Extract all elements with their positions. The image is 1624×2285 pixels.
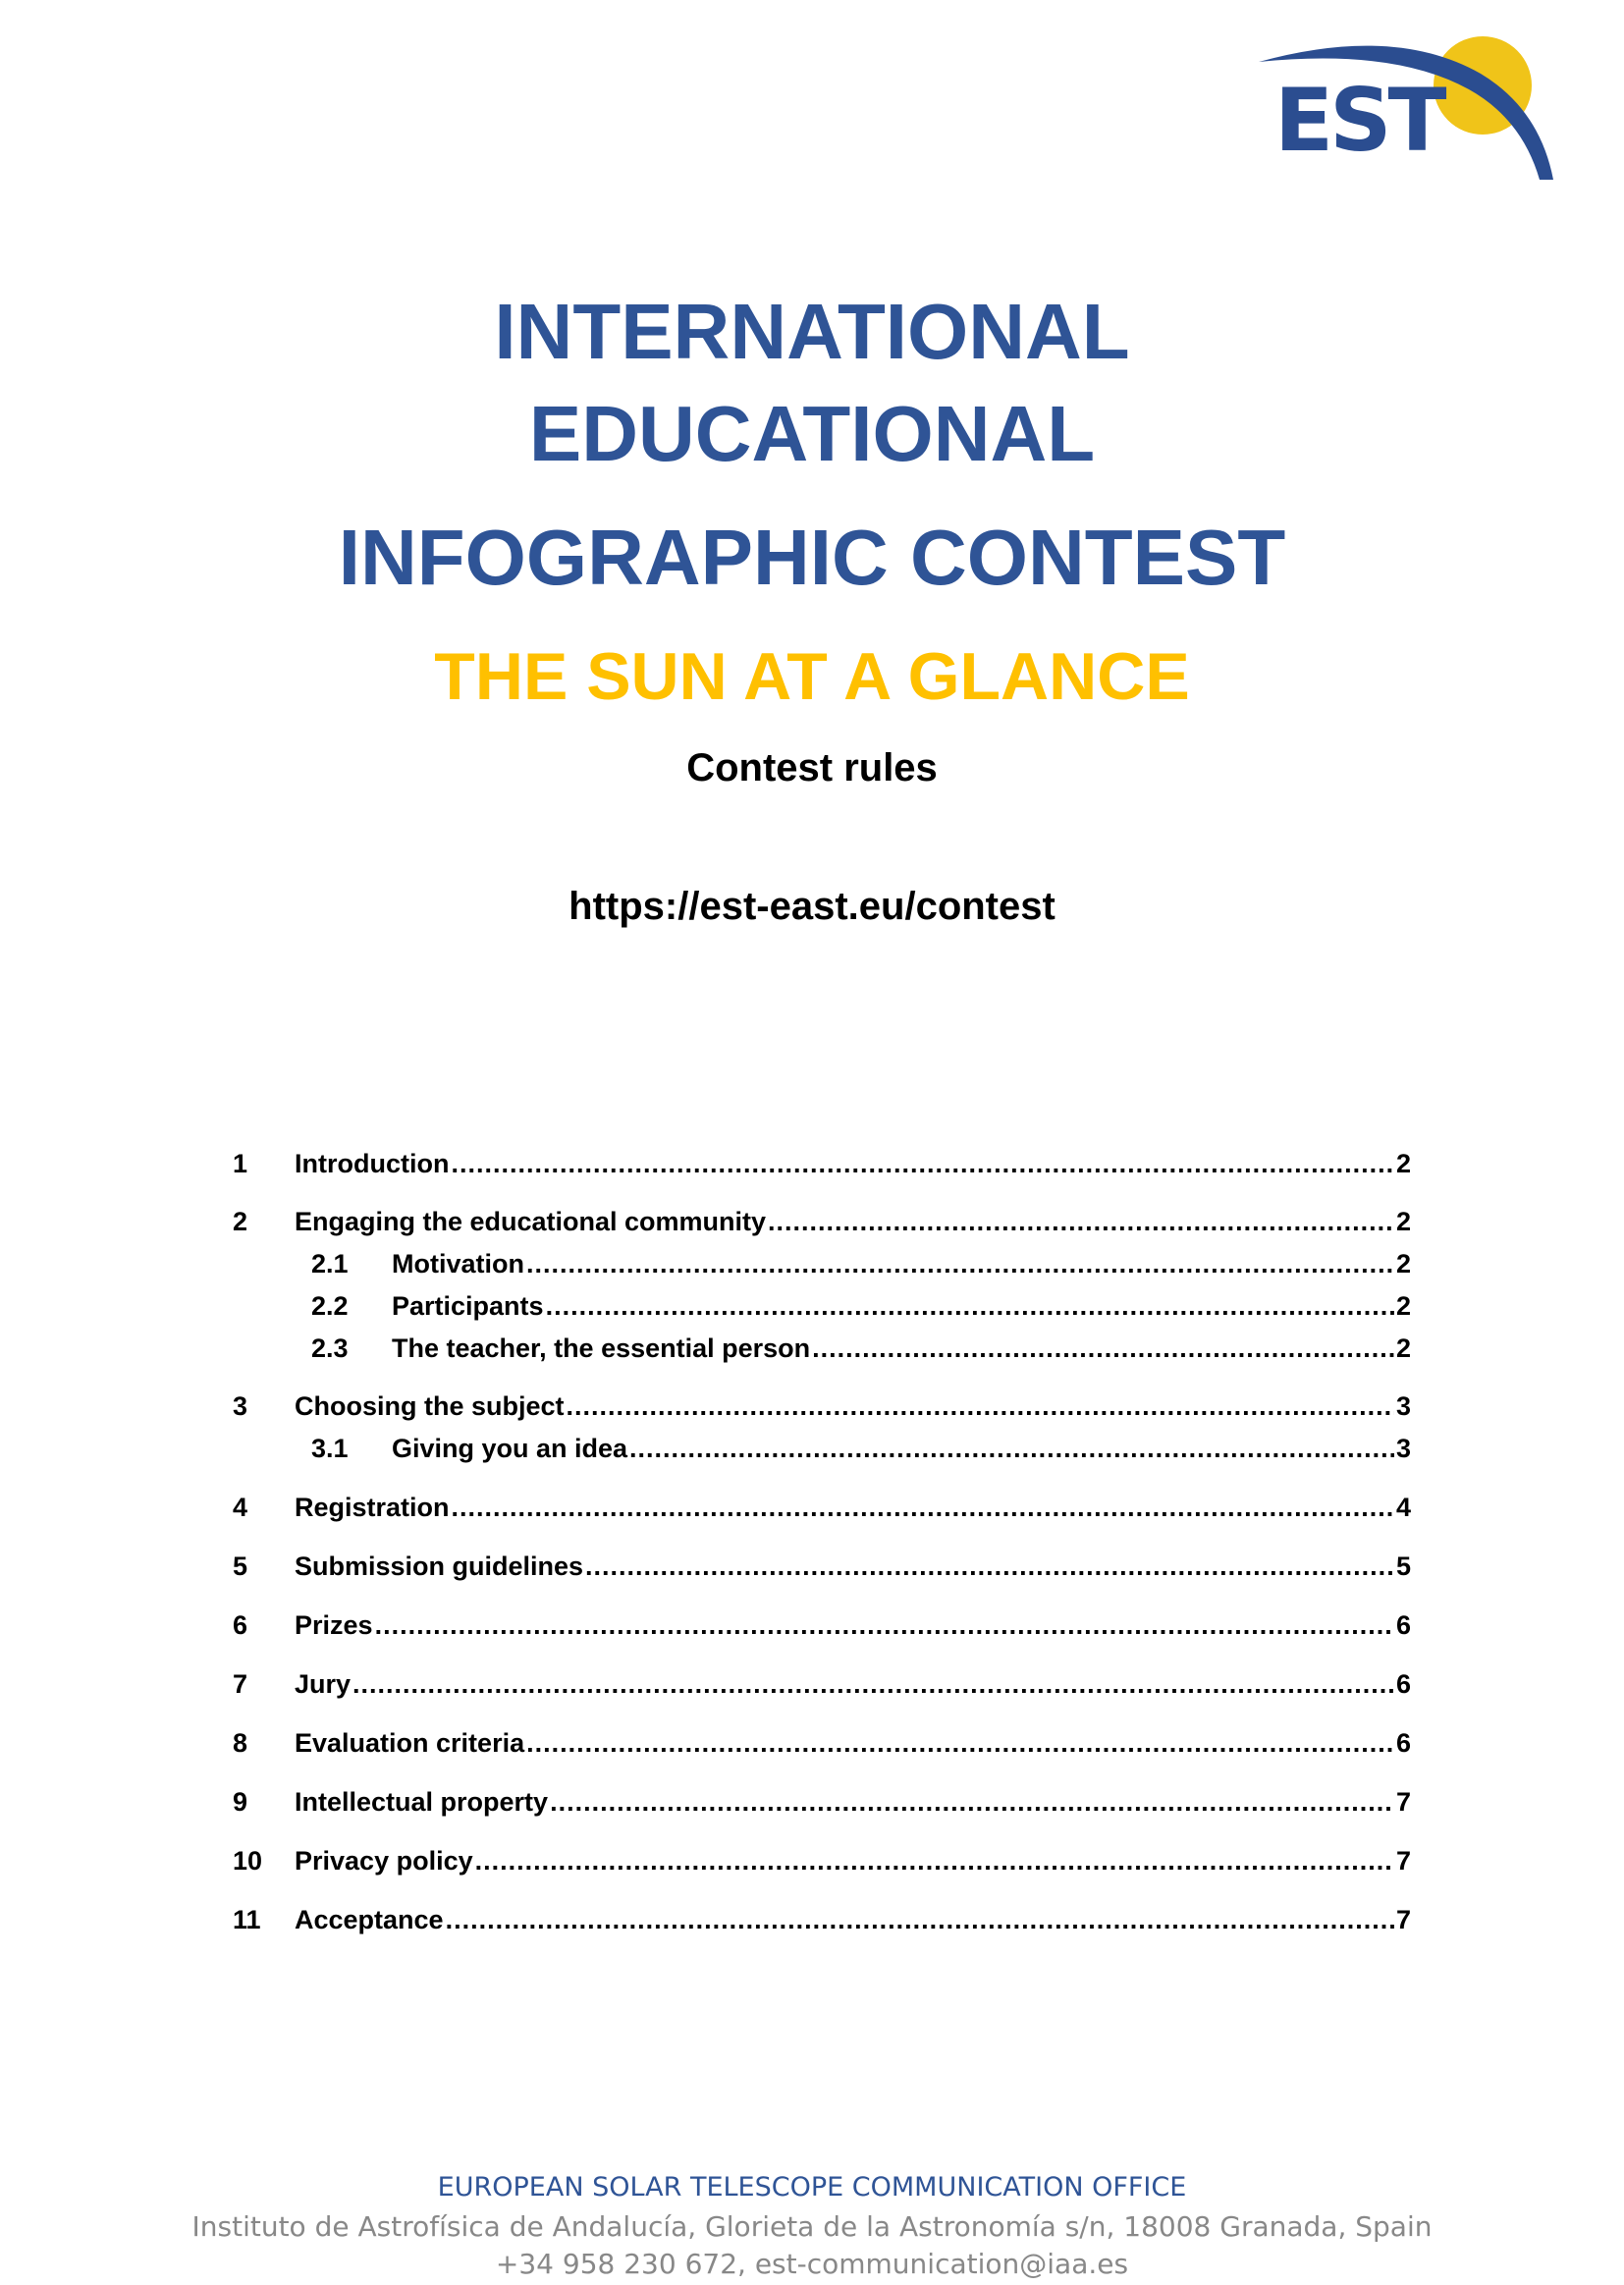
toc-entry[interactable] bbox=[233, 1491, 1411, 1524]
toc-page: 3 bbox=[1395, 1391, 1411, 1421]
toc-page: 3 bbox=[1395, 1434, 1411, 1463]
toc-entry[interactable] bbox=[233, 1903, 1411, 1936]
toc-leader bbox=[352, 1667, 1394, 1701]
toc-page: 7 bbox=[1395, 1846, 1411, 1876]
toc-number: 4 bbox=[233, 1493, 248, 1522]
toc-number: 2 bbox=[233, 1207, 248, 1236]
toc-number: 2.3 bbox=[311, 1333, 349, 1363]
toc-number: 9 bbox=[233, 1787, 248, 1817]
toc-entry[interactable] bbox=[311, 1432, 1411, 1465]
toc-label: Participants bbox=[392, 1291, 544, 1321]
toc-page: 6 bbox=[1395, 1728, 1411, 1758]
toc-page: 7 bbox=[1395, 1787, 1411, 1817]
toc-leader bbox=[585, 1550, 1394, 1583]
toc-label: Registration bbox=[295, 1493, 450, 1522]
toc-number: 11 bbox=[233, 1905, 261, 1934]
toc-number: 8 bbox=[233, 1728, 248, 1758]
toc-page: 2 bbox=[1395, 1249, 1411, 1279]
toc-leader bbox=[550, 1785, 1394, 1819]
toc-page: 7 bbox=[1395, 1905, 1411, 1934]
toc-label: Engaging the educational community bbox=[295, 1207, 767, 1236]
toc-entry[interactable] bbox=[233, 1726, 1411, 1760]
toc-leader bbox=[452, 1491, 1394, 1524]
toc-label: Intellectual property bbox=[295, 1787, 549, 1817]
toc-entry[interactable] bbox=[233, 1147, 1411, 1180]
contest-url[interactable]: https://est-east.eu/contest bbox=[568, 885, 1056, 928]
contest-rules-heading: Contest rules bbox=[686, 746, 938, 789]
toc-entry[interactable] bbox=[233, 1550, 1411, 1583]
toc-number: 2.1 bbox=[311, 1249, 349, 1279]
toc-label: Choosing the subject bbox=[295, 1391, 565, 1421]
footer-address: Instituto de Astrofísica de Andalucía, Glorieta de la Astronomía s/n, 18008 Granada, Spain bbox=[191, 2210, 1433, 2243]
toc-page: 6 bbox=[1395, 1610, 1411, 1640]
toc-label: Privacy policy bbox=[295, 1846, 473, 1876]
toc-entry[interactable] bbox=[233, 1608, 1411, 1642]
toc-entry[interactable] bbox=[233, 1205, 1411, 1238]
toc-page: 5 bbox=[1395, 1551, 1411, 1581]
toc-entry[interactable] bbox=[311, 1247, 1411, 1280]
title-line-3: INFOGRAPHIC CONTEST bbox=[338, 514, 1286, 601]
subtitle: THE SUN AT A GLANCE bbox=[434, 639, 1190, 714]
toc-page: 2 bbox=[1395, 1333, 1411, 1363]
toc-label: Introduction bbox=[295, 1149, 450, 1178]
footer-office: EUROPEAN SOLAR TELESCOPE COMMUNICATION OFFICE bbox=[437, 2172, 1187, 2203]
toc-number: 3 bbox=[233, 1391, 248, 1421]
toc-label: Motivation bbox=[392, 1249, 524, 1279]
toc-leader bbox=[475, 1844, 1394, 1877]
toc-label: Evaluation criteria bbox=[295, 1728, 525, 1758]
toc-leader bbox=[526, 1726, 1394, 1760]
toc-leader bbox=[629, 1432, 1394, 1465]
toc-page: 6 bbox=[1395, 1669, 1411, 1699]
toc-page: 2 bbox=[1395, 1291, 1411, 1321]
toc-page: 2 bbox=[1395, 1149, 1411, 1178]
toc-leader bbox=[526, 1247, 1394, 1280]
toc-leader bbox=[546, 1289, 1394, 1323]
toc-number: 6 bbox=[233, 1610, 248, 1640]
toc-page: 2 bbox=[1395, 1207, 1411, 1236]
footer-contact[interactable]: +34 958 230 672, est-communication@iaa.es bbox=[495, 2248, 1129, 2280]
toc-entry[interactable] bbox=[233, 1389, 1411, 1423]
toc-leader bbox=[812, 1332, 1394, 1365]
logo-text: EST bbox=[1274, 70, 1443, 171]
toc-number: 3.1 bbox=[311, 1434, 349, 1463]
title-line-1: INTERNATIONAL bbox=[494, 288, 1130, 375]
toc-label: The teacher, the essential person bbox=[392, 1333, 811, 1363]
toc-label: Giving you an idea bbox=[392, 1434, 628, 1463]
toc-entry[interactable] bbox=[311, 1289, 1411, 1323]
toc-entry[interactable] bbox=[311, 1332, 1411, 1365]
toc-number: 7 bbox=[233, 1669, 248, 1699]
toc-leader bbox=[451, 1147, 1394, 1180]
toc-number: 10 bbox=[233, 1846, 263, 1876]
toc-number: 5 bbox=[233, 1551, 248, 1581]
toc-entry[interactable] bbox=[233, 1785, 1411, 1819]
est-logo bbox=[1247, 34, 1571, 182]
toc-label: Submission guidelines bbox=[295, 1551, 584, 1581]
toc-label: Jury bbox=[295, 1669, 352, 1699]
toc-label: Acceptance bbox=[295, 1905, 444, 1934]
toc-label: Prizes bbox=[295, 1610, 373, 1640]
title-line-2: EDUCATIONAL bbox=[528, 390, 1096, 477]
toc-leader bbox=[446, 1903, 1394, 1936]
toc-leader bbox=[567, 1389, 1394, 1423]
toc-entry[interactable] bbox=[233, 1844, 1411, 1877]
toc-entry[interactable] bbox=[233, 1667, 1411, 1701]
toc-number: 2.2 bbox=[311, 1291, 349, 1321]
toc-number: 1 bbox=[233, 1149, 248, 1178]
toc-page: 4 bbox=[1395, 1493, 1411, 1522]
toc-leader bbox=[375, 1608, 1394, 1642]
toc-leader bbox=[768, 1205, 1394, 1238]
